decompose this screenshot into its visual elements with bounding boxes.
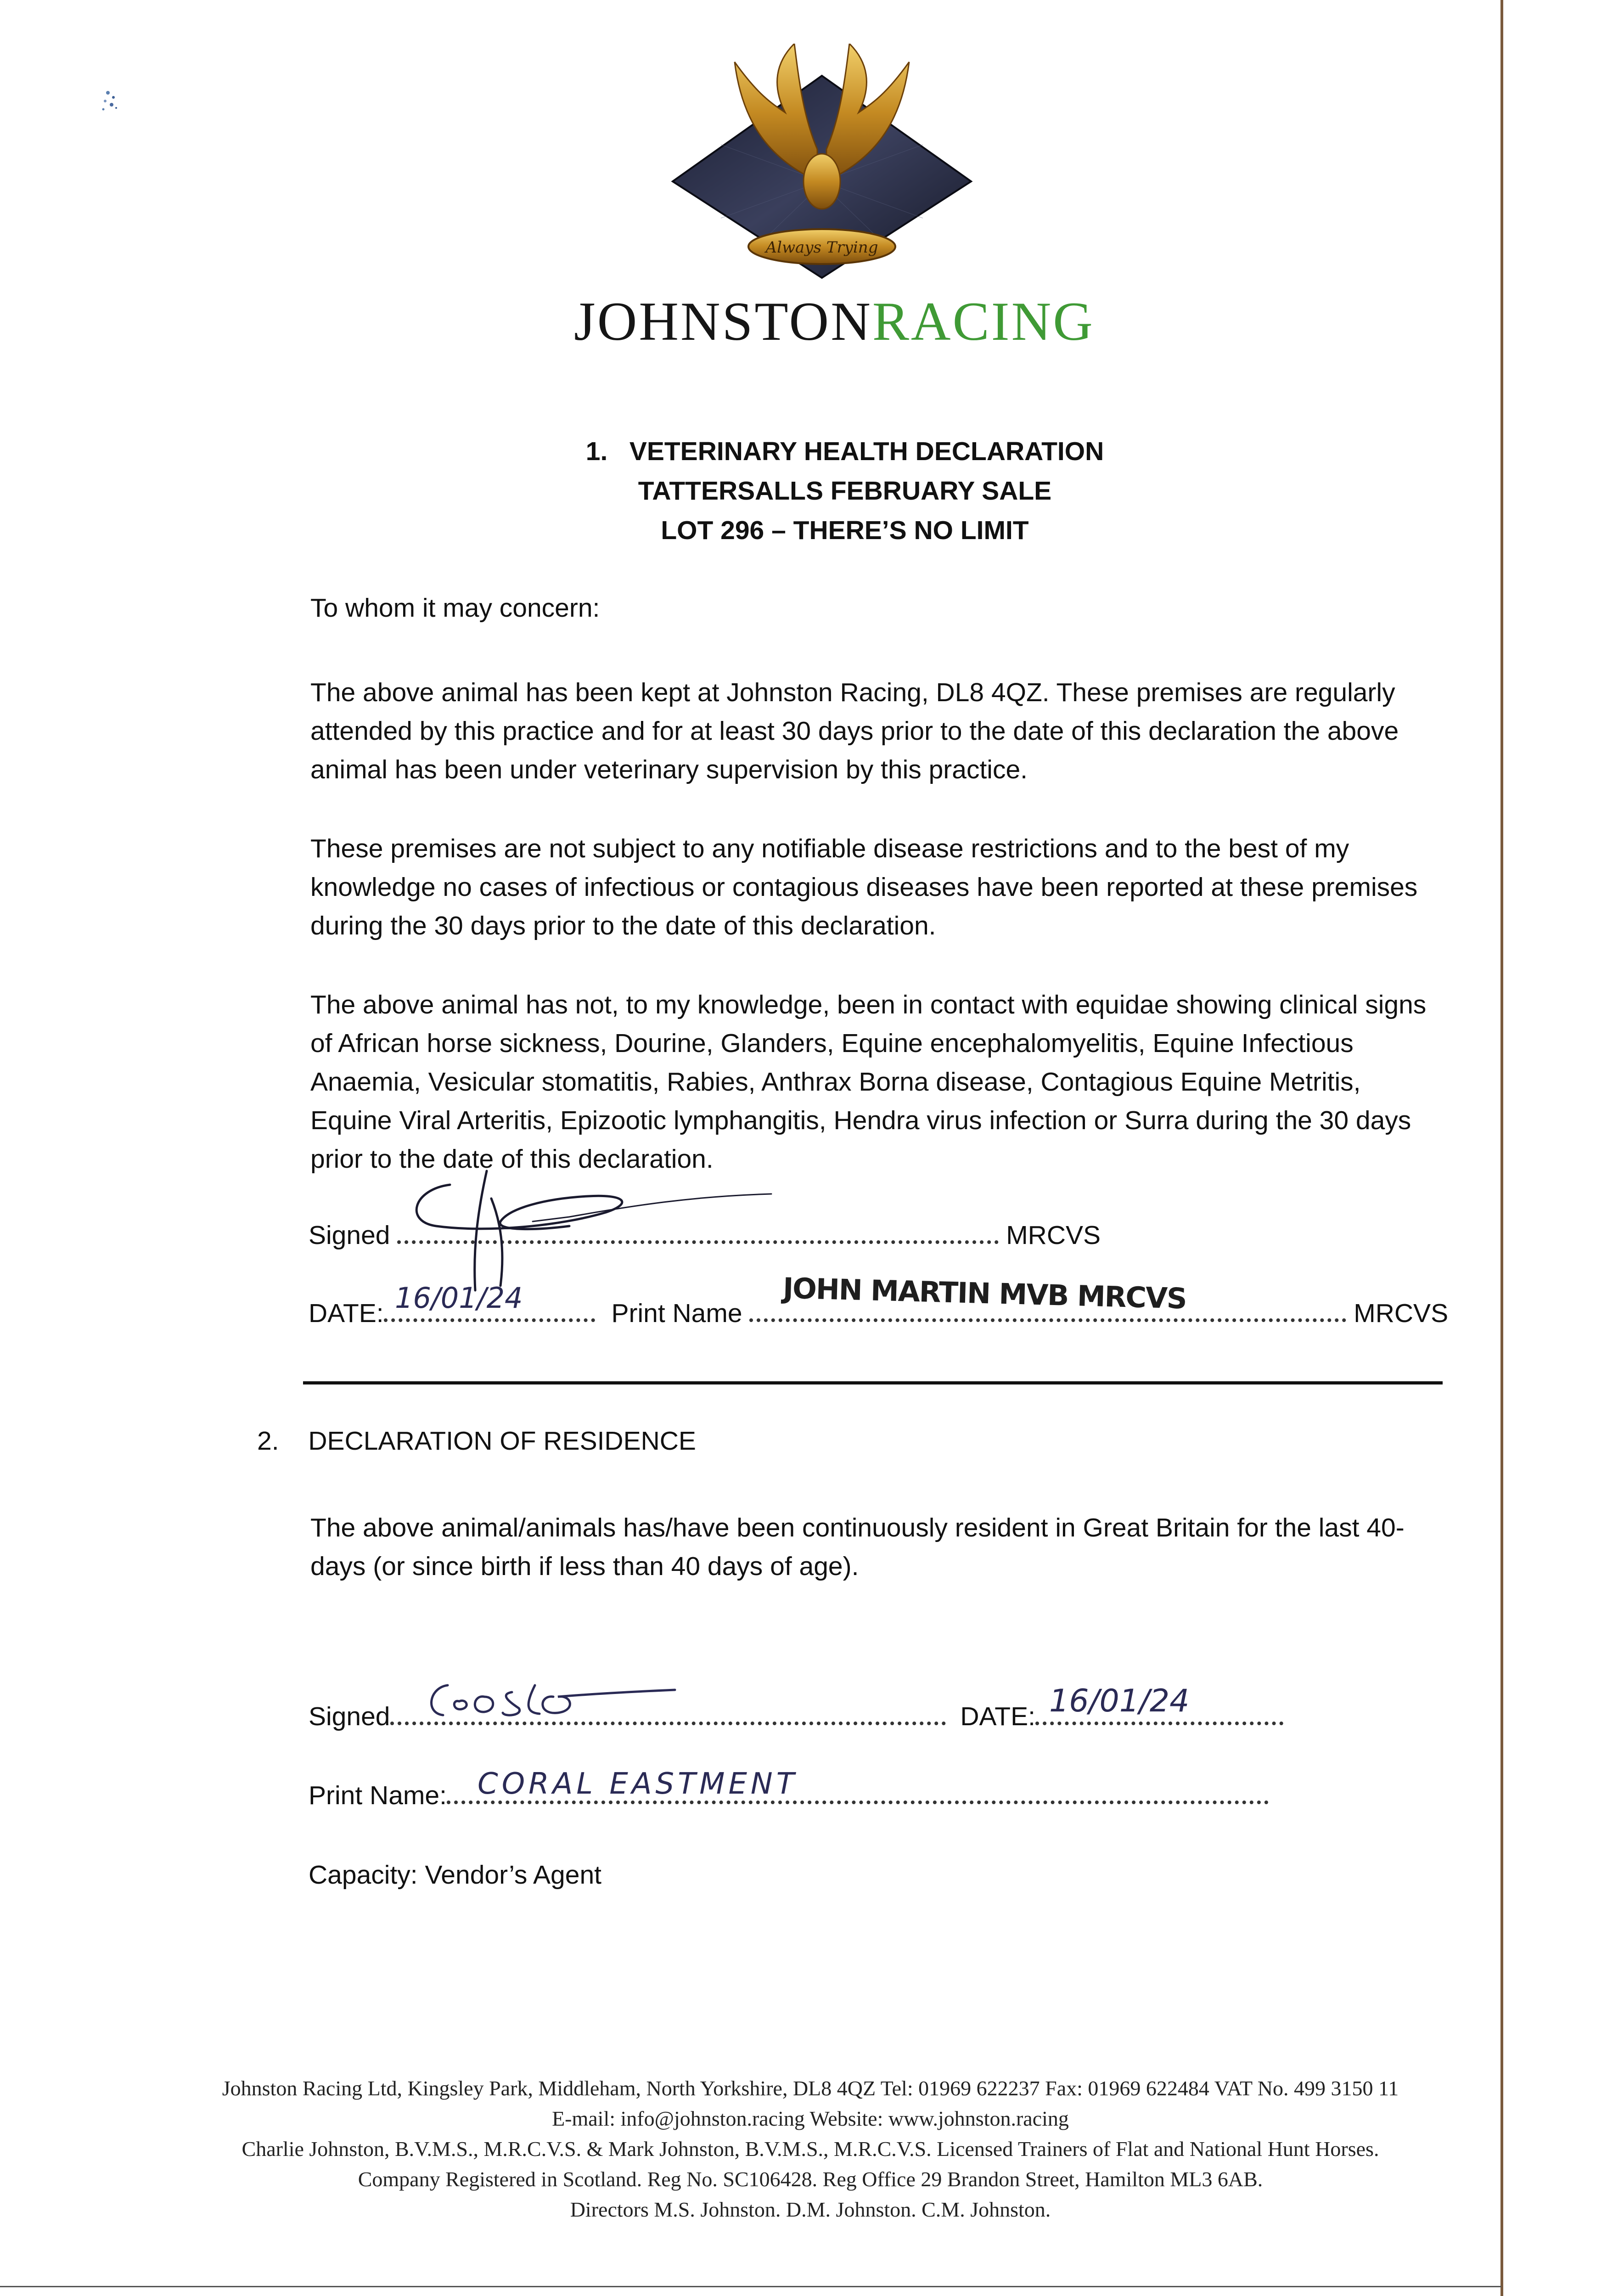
footer-directors-line: Directors M.S. Johnston. D.M. Johnston. C.M. Johnston. <box>570 2198 1051 2221</box>
vet-date-label: DATE: <box>309 1299 384 1328</box>
section1-title-line3: LOT 296 – THERE’S NO LIMIT <box>661 516 1029 545</box>
paragraph-restrictions: These premises are not subject to any notifiable disease restrictions and to the best of my knowledge no cases of infectious or contagious diseases have been reported at these premises during the 30 days prior to the date of this declaration. <box>310 834 1418 940</box>
agent-print-name-dotted-line <box>447 1801 1269 1804</box>
vet-date-handwritten: 16/01/24 <box>395 1281 523 1315</box>
section-divider <box>303 1381 1443 1384</box>
johnston-racing-crest-logo <box>666 44 978 282</box>
scan-speck-icon <box>99 87 122 115</box>
brand-part-johnston: JOHNSTON <box>574 291 872 352</box>
agent-print-name-handwritten: CORAL EASTMENT <box>478 1767 798 1801</box>
section1-title-line1: VETERINARY HEALTH DECLARATION <box>629 437 1104 466</box>
section2-number: 2. <box>257 1426 279 1456</box>
section1-title-line2: TATTERSALLS FEBRUARY SALE <box>638 476 1052 506</box>
vet-signed-suffix: MRCVS <box>1006 1221 1101 1250</box>
footer-address-line: Johnston Racing Ltd, Kingsley Park, Middleham, North Yorkshire, DL8 4QZ Tel: 01969 622237 Fax: 01969 622484 VAT No. 499 3150 11 <box>222 2077 1399 2100</box>
footer-registration-line: Company Registered in Scotland. Reg No. SC106428. Reg Office 29 Brandon Street, Hamilton ML3 6AB. <box>358 2167 1263 2191</box>
section1-number: 1. <box>585 437 608 466</box>
paragraph-diseases: The above animal has not, to my knowledge, been in contact with equidae showing clinical signs of African horse sickness, Dourine, Glanders, Equine encephalomyelitis, Equine Infectious Anaemia, Vesicular stomatitis, Rabies, Anthrax Borna disease, Contagious Equine Metritis, Equine Viral Arteritis, Epizootic lymphangitis, Hendra virus infection or Surra during the 30 days prior to the date of this declaration. <box>310 990 1427 1174</box>
section2-title: DECLARATION OF RESIDENCE <box>308 1426 696 1456</box>
section1-heading <box>528 432 1162 550</box>
paragraph-residence: The above animal/animals has/have been continuously resident in Great Britain for the last 40-days (or since birth if less than 40 days of age). <box>310 1513 1405 1581</box>
page-bottom-rule <box>0 2286 1501 2287</box>
brand-part-racing: RACING <box>872 291 1095 352</box>
logo-motto: Always Trying <box>765 238 878 257</box>
paragraph-premises: The above animal has been kept at Johnston Racing, DL8 4QZ. These premises are regularly attended by this practice and for at least 30 days prior to the date of this declaration the above animal has been under veterinary supervision by this practice. <box>310 678 1399 784</box>
vet-signature-scribble <box>395 1157 781 1295</box>
section2-heading <box>257 1428 696 1454</box>
vet-date-dotted-line <box>384 1318 595 1322</box>
vet-print-name-stamp: JOHN MARTIN MVB MRCVS <box>782 1271 1187 1316</box>
footer-contact-line: E-mail: info@johnston.racing Website: www.johnston.racing <box>552 2107 1069 2130</box>
brand-wordmark <box>574 291 1095 352</box>
vet-print-name-dotted-line <box>749 1318 1346 1322</box>
agent-signed-label: Signed <box>309 1702 390 1731</box>
agent-date-handwritten: 16/01/24 <box>1049 1683 1190 1719</box>
salutation: To whom it may concern: <box>310 593 600 623</box>
agent-capacity: Capacity: Vendor’s Agent <box>309 1860 601 1890</box>
page-edge-rule <box>1500 0 1503 2296</box>
vet-signed-label: Signed <box>309 1221 390 1250</box>
letterhead-footer <box>115 2073 1506 2225</box>
agent-signature-scribble <box>420 1676 682 1727</box>
footer-trainers-line: Charlie Johnston, B.V.M.S., M.R.C.V.S. & Mark Johnston, B.V.M.S., M.R.C.V.S. Licensed Trainers of Flat and National Hunt Horses. <box>242 2137 1379 2161</box>
agent-print-name-label: Print Name: <box>309 1781 447 1810</box>
agent-date-dotted-line <box>1035 1722 1283 1725</box>
vet-print-name-suffix: MRCVS <box>1354 1299 1449 1328</box>
agent-date-label: DATE: <box>960 1702 1035 1731</box>
vet-print-name-label: Print Name <box>611 1299 742 1328</box>
